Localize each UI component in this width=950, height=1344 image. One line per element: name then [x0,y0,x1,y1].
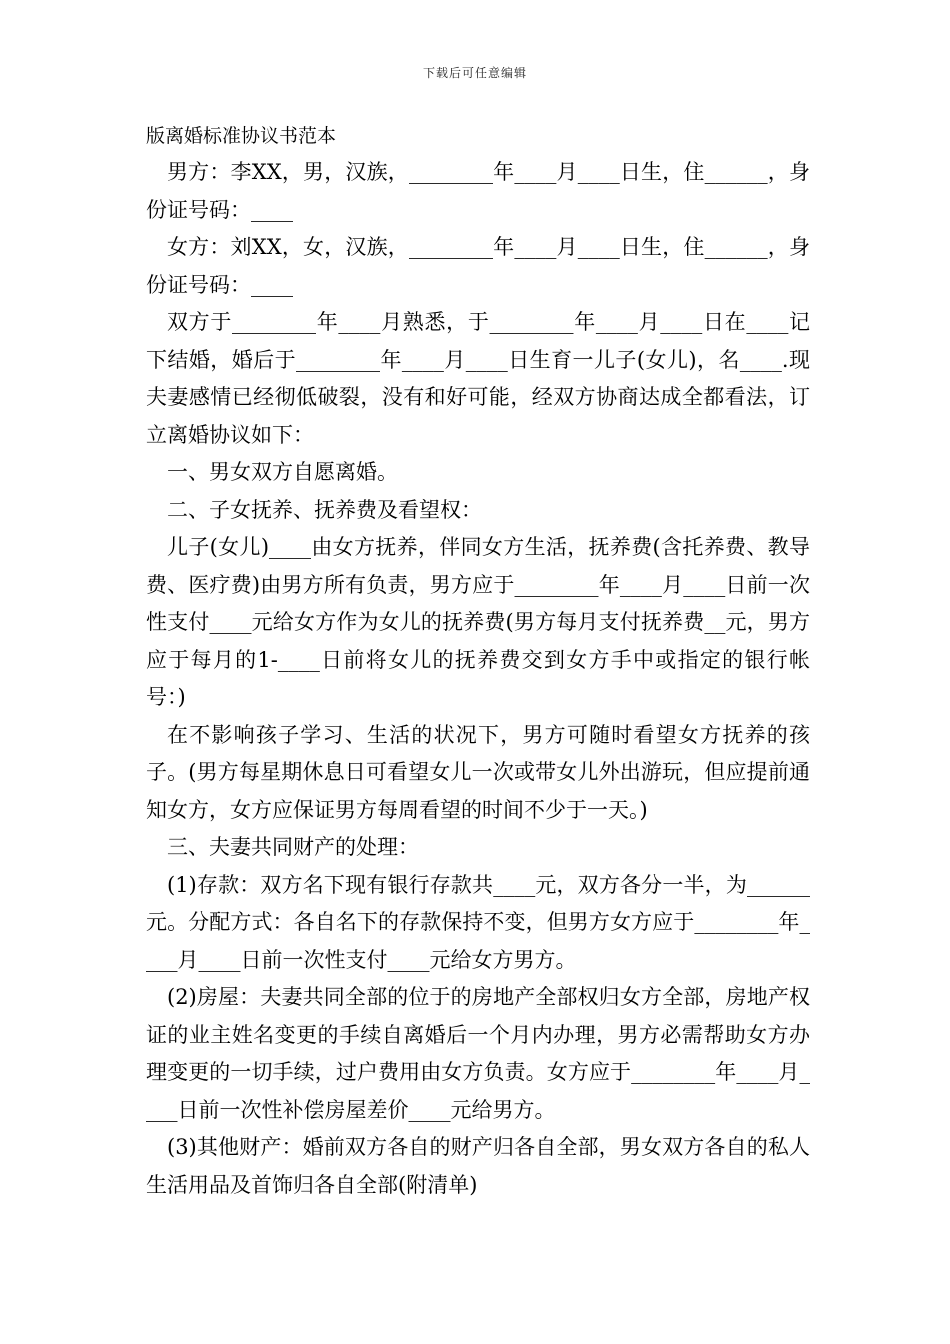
paragraph-clause-3: 三、夫妻共同财产的处理： [167,835,419,859]
document-title: 版离婚标准协议书范本 [146,125,337,147]
paragraph-wife: 女方：刘XX，女，汉族，________年____月____日生，住______，身份证号码：____ [146,235,810,297]
paragraph-visitation: 在不影响孩子学习、生活的状况下，男方可随时看望女方抚养的孩子。(男方每星期休息日可看望女儿一次或带女儿外出游玩，但应提前通知女方，女方应保证男方每周看望的时间不少于一天。) [146,722,810,822]
paragraph-husband: 男方：李XX，男，汉族，________年____月____日生，住______，身份证号码：____ [146,160,810,222]
document-body [146,118,810,1204]
page-header: 下载后可任意编辑 [422,66,527,80]
paragraph-child-support: 儿子(女儿)____由女方抚养，伴同女方生活，抚养费(含托养费、教导费、医疗费)由男方所有负责，男方应于________年____月____日前一次性支付____元给女方作为女儿的抚养费(男方每月支付抚养费__元，男方应于每月的1-____日前将女儿的抚养费交到女方手中或指定的银行帐号：) [146,535,810,709]
paragraph-housing: (2)房屋：夫妻共同全部的位于的房地产全部权归女方全部，房地产权证的业主姓名变更的手续自离婚后一个月内办理，男方必需帮助女方办理变更的一切手续，过户费用由女方负责。女方应于________年____月____日前一次性补偿房屋差价____元给男方。 [146,985,810,1122]
paragraph-savings: (1)存款：双方名下现有银行存款共____元，双方各分一半，为______元。分配方式：各自名下的存款保持不变，但男方女方应于________年____月____日前一次性支付____元给女方男方。 [146,872,810,972]
paragraph-list [146,154,810,1204]
paragraph-clause-1: 一、男女双方自愿离婚。 [167,460,398,484]
paragraph-clause-2: 二、子女抚养、抚养费及看望权： [167,497,482,522]
paragraph-other-property: (3)其他财产：婚前双方各自的财产归各自全部，男女双方各自的私人生活用品及首饰归各自全部(附清单) [146,1135,810,1197]
paragraph-intro: 双方于________年____月熟悉，于________年____月____日在____记下结婚，婚后于________年____月____日生育一儿子(女儿)，名____.现夫妻感情已经彻低破裂，没有和好可能，经双方协商达成全都看法，订立离婚协议如下： [146,310,810,447]
